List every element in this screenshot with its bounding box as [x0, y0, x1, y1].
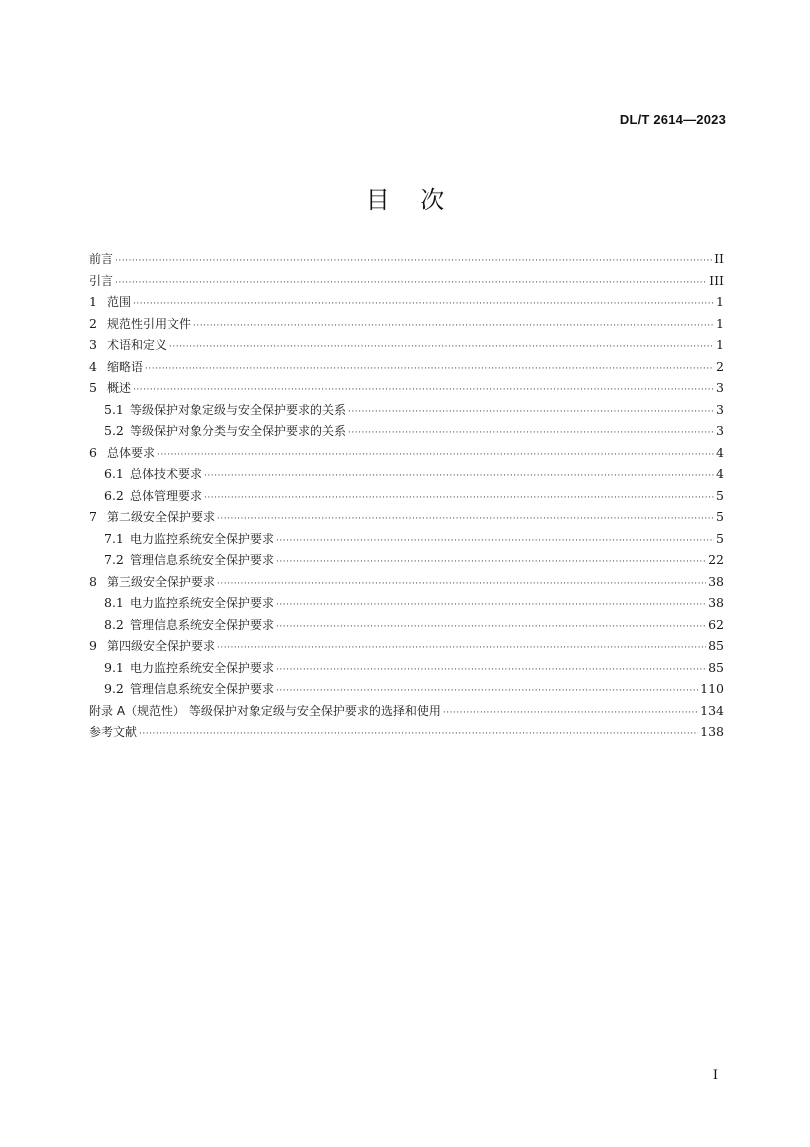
toc-entry-title: 等级保护对象定级与安全保护要求的关系: [130, 402, 347, 417]
toc-entry-page: 62: [708, 616, 724, 632]
table-of-contents: [89, 248, 724, 743]
toc-dot-leader: [133, 380, 714, 402]
toc-entry-page: 134: [700, 702, 724, 718]
toc-entry-page: 22: [708, 552, 724, 567]
toc-entry-page: 4: [716, 466, 724, 481]
toc-dot-leader: [276, 617, 706, 639]
toc-dot-leader: [276, 531, 714, 553]
toc-entry[interactable]: [89, 721, 724, 743]
toc-entry-page: 3: [716, 380, 724, 395]
toc-entry-page: 5: [716, 530, 724, 546]
toc-entry-page: 5: [716, 509, 724, 524]
toc-entry-title: 规范性引用文件: [107, 316, 192, 331]
toc-entry-title: 附录 A（规范性） 等级保护对象定级与安全保护要求的选择和使用: [89, 703, 441, 718]
toc-entry-number: 9.2: [104, 681, 124, 696]
toc-entry-title: 管理信息系统安全保护要求: [130, 682, 275, 696]
toc-entry-title: 等级保护对象分类与安全保护要求的关系: [130, 424, 347, 438]
toc-dot-leader: [133, 294, 714, 316]
toc-entry-title: 管理信息系统安全保护要求: [130, 553, 275, 567]
toc-entry-number: 8.1: [104, 595, 124, 610]
toc-entry-number: 7.1: [104, 530, 124, 546]
toc-dot-leader: [217, 574, 706, 596]
page-number: I: [712, 1068, 718, 1083]
toc-entry-number: 5: [89, 380, 97, 395]
toc-entry-title: 第四级安全保护要求: [107, 639, 216, 653]
toc-dot-leader: [276, 595, 706, 617]
toc-entry-number: 5.2: [104, 423, 124, 438]
toc-dot-leader: [276, 660, 706, 682]
toc-entry-title: 范围: [107, 295, 132, 309]
toc-entry[interactable]: [89, 248, 724, 270]
toc-entry-title: 总体技术要求: [130, 467, 203, 481]
toc-entry[interactable]: [89, 291, 724, 313]
toc-dot-leader: [139, 724, 698, 746]
toc-entry[interactable]: [89, 399, 724, 421]
toc-entry-number: 4: [89, 358, 97, 374]
toc-entry-title: 总体管理要求: [130, 488, 203, 503]
toc-entry-page: II: [714, 251, 724, 266]
toc-entry-title: 引言: [89, 273, 114, 288]
toc-entry[interactable]: [89, 334, 724, 356]
toc-entry[interactable]: [89, 700, 724, 722]
toc-entry-number: 2: [89, 315, 97, 331]
toc-entry-number: 8.2: [104, 616, 124, 632]
toc-entry-title: 第二级安全保护要求: [107, 510, 216, 524]
toc-entry-page: 1: [716, 294, 724, 309]
toc-entry-title: 电力监控系统安全保护要求: [130, 531, 275, 546]
toc-entry-title: 前言: [89, 252, 114, 266]
toc-entry-number: 7.2: [104, 552, 124, 567]
toc-entry[interactable]: [89, 356, 724, 378]
toc-entry-page: 85: [708, 638, 724, 653]
toc-entry[interactable]: [89, 420, 724, 442]
toc-dot-leader: [217, 638, 706, 660]
toc-dot-leader: [348, 423, 714, 445]
toc-entry-page: 38: [708, 595, 724, 610]
toc-entry-number: 8: [89, 573, 97, 589]
toc-entry-page: 3: [716, 423, 724, 438]
toc-entry-page: 110: [700, 681, 724, 696]
toc-entry-page: 138: [700, 724, 724, 739]
toc-dot-leader: [276, 681, 698, 703]
toc-entry-title: 参考文献: [89, 725, 138, 739]
document-code: DL/T 2614—2023: [619, 112, 726, 127]
toc-entry-page: 85: [708, 659, 724, 675]
toc-entry-title: 电力监控系统安全保护要求: [130, 660, 275, 675]
toc-entry-number: 6.1: [104, 466, 124, 481]
toc-dot-leader: [193, 316, 714, 338]
toc-entry-page: 5: [716, 487, 724, 503]
toc-entry-page: 1: [716, 315, 724, 331]
toc-entry-title: 缩略语: [107, 359, 144, 374]
toc-dot-leader: [169, 337, 714, 359]
toc-entry-number: 6: [89, 444, 97, 460]
toc-entry-page: 38: [708, 573, 724, 589]
toc-entry[interactable]: [89, 377, 724, 399]
toc-entry-title: 术语和定义: [107, 338, 168, 352]
toc-entry-page: 1: [716, 337, 724, 352]
toc-entry-page: 2: [716, 358, 724, 374]
toc-dot-leader: [115, 273, 707, 295]
toc-entry[interactable]: [89, 506, 724, 528]
toc-dot-leader: [145, 359, 714, 381]
toc-entry-title: 第三级安全保护要求: [107, 574, 216, 589]
toc-dot-leader: [157, 445, 714, 467]
toc-entry-title: 总体要求: [107, 445, 156, 460]
toc-entry[interactable]: [89, 678, 724, 700]
page-title: 目 次: [365, 186, 445, 214]
toc-dot-leader: [348, 402, 714, 424]
toc-entry-title: 概述: [107, 381, 132, 395]
toc-dot-leader: [115, 251, 712, 273]
toc-entry-number: 1: [89, 294, 97, 309]
toc-entry[interactable]: [89, 270, 724, 292]
toc-dot-leader: [204, 488, 714, 510]
toc-entry[interactable]: [89, 657, 724, 679]
toc-entry-number: 5.1: [104, 401, 124, 417]
toc-entry-number: 9.1: [104, 659, 124, 675]
toc-entry-number: 9: [89, 638, 97, 653]
toc-entry-number: 7: [89, 509, 97, 524]
toc-dot-leader: [443, 703, 698, 725]
toc-entry[interactable]: [89, 463, 724, 485]
toc-dot-leader: [276, 552, 706, 574]
toc-entry[interactable]: [89, 485, 724, 507]
toc-entry[interactable]: [89, 313, 724, 335]
toc-entry[interactable]: [89, 614, 724, 636]
toc-entry-page: III: [709, 272, 724, 288]
toc-entry[interactable]: [89, 635, 724, 657]
toc-entry-number: 6.2: [104, 487, 124, 503]
toc-entry-title: 电力监控系统安全保护要求: [130, 596, 275, 610]
toc-entry-page: 4: [716, 444, 724, 460]
toc-entry[interactable]: [89, 528, 724, 550]
toc-entry-title: 管理信息系统安全保护要求: [130, 617, 275, 632]
toc-entry[interactable]: [89, 442, 724, 464]
toc-entry[interactable]: [89, 592, 724, 614]
toc-entry-number: 3: [89, 337, 97, 352]
toc-entry[interactable]: [89, 549, 724, 571]
toc-dot-leader: [217, 509, 714, 531]
toc-entry-page: 3: [716, 401, 724, 417]
toc-dot-leader: [204, 466, 714, 488]
toc-entry[interactable]: [89, 571, 724, 593]
